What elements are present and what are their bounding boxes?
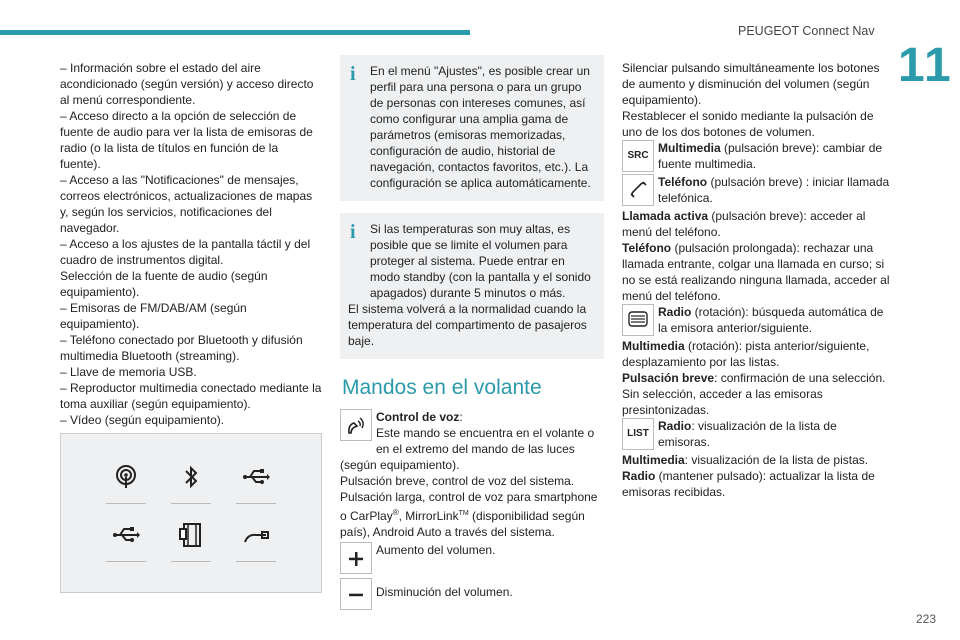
phone-item: [622, 174, 890, 208]
voice-short: Pulsación breve, control de voz del sistema.: [340, 474, 575, 488]
list-text: : visualización de la lista de emisoras.: [658, 419, 837, 449]
plus-icon: [340, 542, 372, 574]
short-press-text: : confirmación de una selección. Sin selección, acceder a las emisoras presintonizadas.: [622, 371, 886, 417]
radio-rot-text: (rotación): búsqueda automática de la emisora anterior/siguiente.: [658, 305, 884, 335]
bluetooth-icon: [171, 464, 211, 504]
col1-line: – Reproductor multimedia conectado mediante la toma auxiliar (según equipamiento).: [60, 381, 322, 411]
phone-text: (pulsación breve) : iniciar llamada telefónica.: [658, 175, 890, 205]
col1-line: – Emisoras de FM/DAB/AM (según equipamiento).: [60, 301, 247, 331]
info-text: El sistema volverá a la normalidad cuando la temperatura del compartimento de pasajeros baje.: [348, 302, 587, 348]
volume-up-item: [340, 542, 604, 576]
call-active-text: (pulsación breve): acceder al menú del teléfono.: [622, 209, 866, 239]
src-label: Multimedia: [658, 141, 721, 155]
header-title: PEUGEOT Connect Nav: [738, 24, 875, 38]
thumbwheel-item: [622, 304, 890, 338]
radio-hold-label: Radio: [622, 469, 656, 483]
chapter-number: 11: [898, 39, 953, 92]
list-item: [622, 418, 890, 452]
trademark-mark: TM: [458, 510, 469, 517]
column-2: [340, 55, 604, 612]
phone-icon: [622, 174, 654, 206]
src-item: [622, 140, 890, 174]
call-active-label: Llamada activa: [622, 209, 709, 223]
thumbwheel-icon: [622, 304, 654, 336]
multi-list-label: Multimedia: [622, 453, 685, 467]
column-1: [60, 60, 322, 428]
multi-list-text: : visualización de la lista de pistas.: [684, 453, 869, 467]
multi-rot-text: (rotación): pista anterior/siguiente, desplazamiento por las listas.: [622, 339, 870, 369]
header-accent-bar: [0, 30, 470, 35]
volume-up-text: Aumento del volumen.: [376, 543, 496, 557]
info-box-settings: [340, 55, 604, 201]
col1-line: – Teléfono conectado por Bluetooth y difusión multimedia Bluetooth (streaming).: [60, 333, 303, 363]
phone-label: Teléfono: [658, 175, 708, 189]
info-text: Si las temperaturas son muy altas, es posible que se limite el volumen para proteger al sistema. Puede entrar en modo standby (con la pantalla y el sonido apagados) durante 5 minutos o más.: [370, 222, 591, 300]
usb-icon: [106, 522, 146, 562]
voice-colon: :: [459, 410, 463, 424]
minus-icon: [340, 578, 372, 610]
src-button-icon: SRC: [622, 140, 654, 172]
radio-icon: [106, 464, 146, 504]
voice-long-a: Pulsación larga, control de voz para smartphone o CarPlay: [340, 490, 598, 523]
src-text: (pulsación breve): cambiar de fuente multimedia.: [658, 141, 883, 171]
col1-line: – Acceso directo a la opción de selección de fuente de audio para ver la lista de emisoras de radio (o la lista de títulos en función de la fuente).: [60, 109, 313, 171]
restore-text: Restablecer el sonido mediante la pulsación de uno de los dos botones de volumen.: [622, 109, 874, 139]
info-icon: i: [350, 221, 356, 243]
short-press-label: Pulsación breve: [622, 371, 715, 385]
voice-long: [340, 489, 604, 540]
phone-long-text: (pulsación prolongada): rechazar una llamada entrante, colgar una llamada en curso; si no se está realizando ninguna llamada, acceder al menú del teléfono.: [622, 241, 890, 303]
col1-line: – Información sobre el estado del aire acondicionado (según versión) y acceso directo al menú correspondiente.: [60, 61, 314, 107]
aux-cable-icon: [236, 522, 276, 562]
phone-long-label: Teléfono: [622, 241, 672, 255]
info-text: En el menú "Ajustes", es posible crear un perfil para una persona o para un grupo de personas con intereses comunes, así como configurar una amplia gama de parámetros (emisoras memorizadas, configuración de audio, historial de navegación, contactos favoritos, etc.). La configuración se aplica automáticamente.: [370, 64, 591, 190]
voice-control-item: [340, 409, 604, 540]
info-icon: i: [350, 63, 356, 85]
col1-line: – Acceso a las "Notificaciones" de mensajes, correos electrónicos, actualizaciones de mapas y, según los servicios, notificaciones del navegador.: [60, 173, 313, 235]
section-title: Mandos en el volante: [342, 376, 542, 399]
voice-command-icon: [340, 409, 372, 441]
col1-line: Selección de la fuente de audio (según equipamiento).: [60, 269, 268, 299]
multi-rot-label: Multimedia: [622, 339, 685, 353]
voice-long-b: , MirrorLink: [398, 509, 459, 523]
usb-icon: [236, 464, 276, 504]
page-number: 223: [916, 612, 937, 626]
voice-label: Control de voz: [376, 410, 460, 424]
registered-mark: ®: [392, 508, 399, 517]
mute-text: Silenciar pulsando simultáneamente los botones de aumento y disminución del volumen (según equipamiento).: [622, 61, 880, 107]
volume-down-item: [340, 578, 604, 612]
voice-text: Este mando se encuentra en el volante o en el extremo del mando de las luces (según equipamiento).: [340, 426, 595, 472]
column-3: [622, 60, 890, 500]
radio-hold-text: (mantener pulsado): actualizar la lista de emisoras recibidas.: [622, 469, 875, 499]
video-icon: [171, 522, 211, 562]
col1-line: – Vídeo (según equipamiento).: [60, 413, 225, 427]
list-button-icon: LIST: [622, 418, 654, 450]
list-label: Radio: [658, 419, 692, 433]
volume-down-text: Disminución del volumen.: [376, 585, 513, 599]
col1-line: – Acceso a los ajustes de la pantalla táctil y del cuadro de instrumentos digital.: [60, 237, 311, 267]
info-box-temperature: [340, 213, 604, 359]
audio-source-icons-panel: [60, 433, 322, 593]
radio-rot-label: Radio: [658, 305, 692, 319]
voice-long-c: (disponibilidad según país), Android Auto a través del sistema.: [340, 509, 585, 539]
col1-line: – Llave de memoria USB.: [60, 365, 197, 379]
